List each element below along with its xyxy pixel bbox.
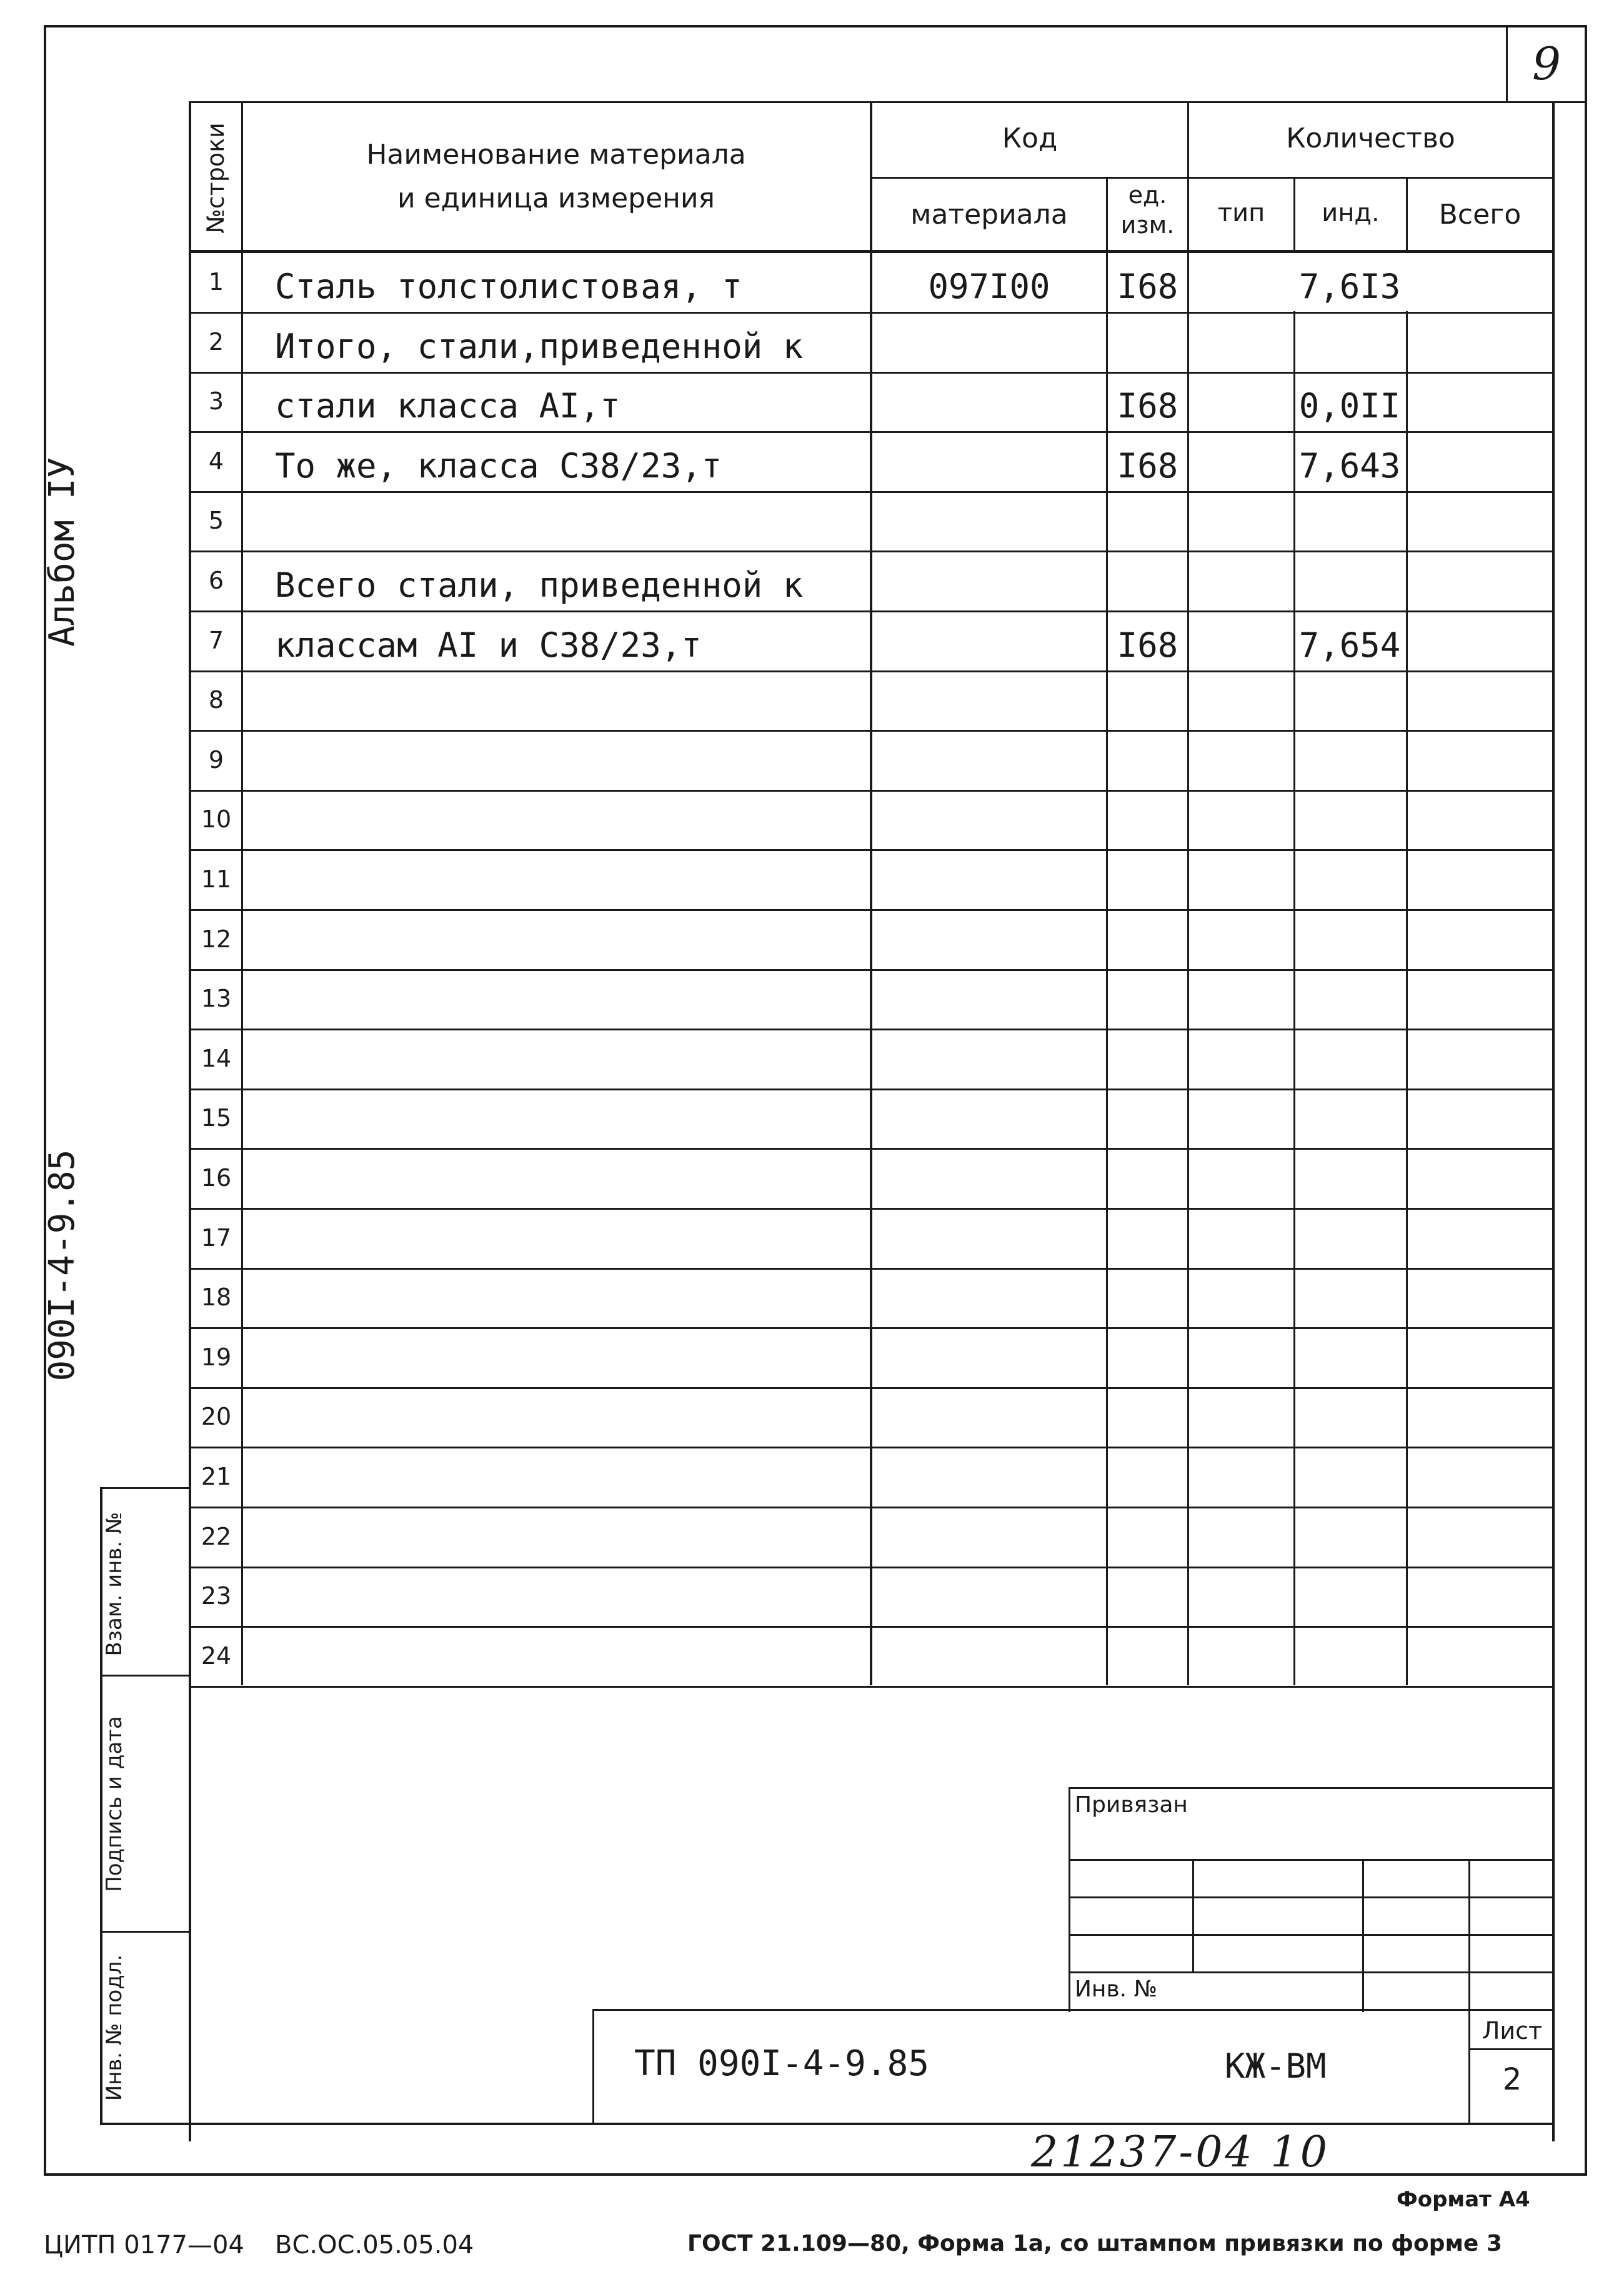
row-number: 18 [201, 1283, 232, 1311]
footer-gost: ГОСТ 21.109—80, Форма 1а, со штампом привязки по форме 3 [687, 2231, 1502, 2256]
row-ind: 7,654 [1298, 625, 1401, 665]
row-number: 12 [201, 925, 232, 953]
row-number: 3 [208, 387, 224, 415]
row-number: 8 [208, 686, 224, 714]
row-number: 20 [201, 1403, 232, 1430]
frame-right [1585, 25, 1587, 2175]
row-number: 21 [201, 1463, 232, 1490]
frame-bottom [44, 2173, 1587, 2176]
stamp-doc-number: ТП 090I-4-9.85 [634, 2043, 930, 2084]
footer-left-ref: ВС.ОС.05.05.04 [275, 2231, 474, 2260]
side-doc-code: 090I-4-9.85 [42, 1149, 82, 1382]
row-ind: 7,6I3 [1298, 267, 1401, 306]
row-name: стали класса AI,т [275, 386, 620, 426]
stamp-privyazan: Привязан [1075, 1792, 1188, 1818]
row-separator [189, 491, 1555, 493]
stamp-inv-no: Инв. № [1075, 1976, 1158, 2002]
row-unit: I68 [1117, 386, 1178, 426]
row-name: Всего стали, приведенной к [275, 566, 804, 605]
row-separator [189, 849, 1555, 851]
row-ind: 7,643 [1298, 446, 1401, 486]
row-separator [189, 1089, 1555, 1090]
sheet-corner-number: 9 [1532, 37, 1561, 90]
table-right-border [1552, 101, 1555, 2141]
row-number: 6 [208, 567, 224, 594]
row-name: Сталь толстолистовая, т [275, 267, 742, 306]
row-separator [189, 1208, 1555, 1210]
row-number: 17 [201, 1224, 232, 1252]
row-unit: I68 [1117, 625, 1178, 665]
row-number: 4 [208, 447, 224, 475]
row-separator [189, 1029, 1555, 1030]
header-name-line2: и единица измерения [397, 182, 715, 214]
side-vzam-inv: Взам. инв. № [102, 1512, 127, 1657]
footer-left-code: ЦИТП 0177—04 [44, 2231, 244, 2260]
row-number: 13 [201, 985, 232, 1012]
row-number: 15 [201, 1104, 232, 1132]
row-separator [189, 909, 1555, 911]
row-number: 24 [201, 1642, 232, 1670]
row-separator [189, 551, 1555, 552]
row-separator [189, 610, 1555, 612]
header-unit-line2: изм. [1120, 211, 1175, 239]
stamp-sheet-label: Лист [1482, 2017, 1543, 2045]
row-number: 11 [201, 865, 232, 893]
row-number: 7 [208, 627, 224, 654]
row-number: 22 [201, 1523, 232, 1550]
row-name: классам AI и С38/23,т [275, 625, 702, 665]
row-unit: I68 [1117, 267, 1178, 306]
stamp-mark: КЖ-ВМ [1225, 2046, 1327, 2086]
row-material-code: 097I00 [928, 267, 1050, 306]
row-separator [189, 1387, 1555, 1389]
row-separator [189, 969, 1555, 971]
row-separator [189, 1268, 1555, 1270]
row-separator [189, 1507, 1555, 1508]
row-unit: I68 [1117, 446, 1178, 486]
row-number: 19 [201, 1343, 232, 1371]
row-separator [189, 670, 1555, 672]
row-separator [189, 312, 1555, 314]
row-separator [189, 1567, 1555, 1568]
row-separator [189, 372, 1555, 374]
row-number: 16 [201, 1164, 232, 1192]
row-separator [189, 790, 1555, 792]
row-separator [189, 730, 1555, 732]
row-number: 9 [208, 746, 224, 774]
row-number: 1 [208, 268, 224, 296]
row-name: Итого, стали,приведенной к [275, 327, 804, 366]
row-number: 5 [208, 507, 224, 534]
row-ind: 0,0II [1298, 386, 1401, 426]
side-signature-date: Подпись и дата [102, 1716, 127, 1892]
row-number: 23 [201, 1582, 232, 1610]
frame-top [44, 25, 1587, 27]
row-separator [189, 1626, 1555, 1628]
row-separator [189, 1686, 1555, 1688]
header-material: материала [910, 199, 1068, 231]
format-label: Формат А4 [1397, 2187, 1530, 2212]
handwritten-number: 21237-04 10 [1031, 2128, 1330, 2177]
header-unit-line1: ед. [1128, 181, 1167, 209]
row-number: 2 [208, 328, 224, 356]
header-type: тип [1217, 199, 1265, 227]
header-row-number: №строки [202, 122, 229, 234]
header-code: Код [1002, 122, 1058, 154]
header-total: Всего [1438, 199, 1522, 231]
row-number: 10 [201, 805, 232, 833]
frame-left [44, 25, 46, 2175]
side-album: Альбом IУ [42, 457, 82, 647]
row-name: То же, класса С38/23,т [275, 446, 722, 486]
header-ind: инд. [1322, 199, 1380, 227]
header-quantity: Количество [1286, 122, 1455, 154]
row-separator [189, 431, 1555, 433]
row-number: 14 [201, 1045, 232, 1072]
row-separator [189, 1327, 1555, 1329]
row-separator [189, 1148, 1555, 1150]
header-name-line1: Наименование материала [366, 139, 746, 171]
stamp-sheet-value: 2 [1502, 2062, 1522, 2097]
row-separator [189, 1447, 1555, 1448]
side-inv-podl: Инв. № подл. [102, 1954, 127, 2101]
